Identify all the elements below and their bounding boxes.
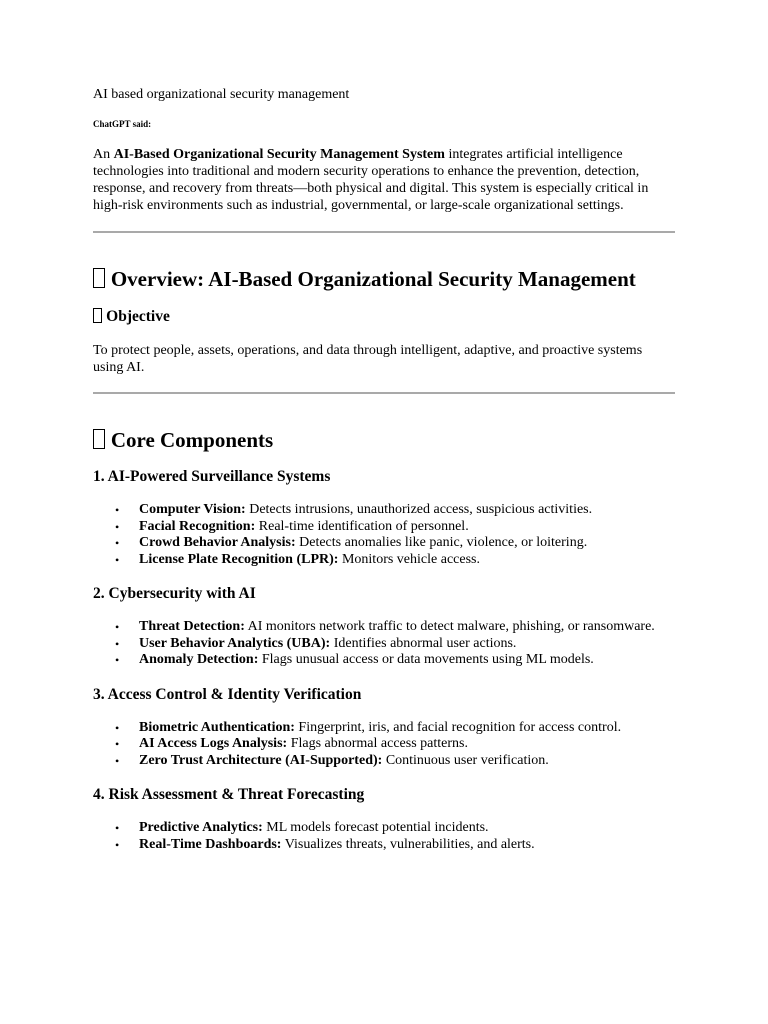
item-desc: Detects intrusions, unauthorized access, suspicious activities. [245,502,593,517]
list-item [93,502,675,519]
bullet-icon: • [115,536,120,550]
bullet-icon: • [115,503,120,517]
list-item [93,820,675,837]
item-desc: AI monitors network traffic to detect malware, phishing, or ransomware. [244,619,655,634]
list-item [93,652,675,669]
objective-heading-text: Objective [106,308,170,325]
list-item [93,837,675,854]
item-term: Real-Time Dashboards: [139,836,282,852]
item-term: AI Access Logs Analysis: [139,736,288,751]
divider [93,231,675,233]
list-item [93,535,675,552]
item-desc: Fingerprint, iris, and facial recognition for access control. [294,719,622,735]
chatgpt-said-label: ChatGPT said: [93,119,152,129]
bullet-icon: • [115,636,120,651]
item-term: User Behavior Analytics (UBA): [139,635,331,651]
intro-prefix: An [93,147,114,162]
list-item [93,552,675,569]
list-item [93,720,675,737]
item-desc: Identifies abnormal user actions. [330,635,517,651]
divider [93,392,675,394]
bullet-icon: • [115,737,120,751]
document-title: AI based organizational security management [93,87,350,102]
bullet-list [93,502,675,568]
bullet-icon: • [115,821,120,835]
list-item [93,619,675,636]
section-heading: 1. AI-Powered Surveillance Systems [93,468,331,485]
item-term: Computer Vision: [139,502,246,517]
item-term: Biometric Authentication: [139,719,295,735]
item-desc: Visualizes threats, vulnerabilities, and alerts. [281,836,535,852]
item-desc: Continuous user verification. [382,752,549,768]
item-term: License Plate Recognition (LPR): [139,551,339,567]
core-components-heading [93,427,675,453]
bullet-icon: • [115,519,120,534]
item-desc: Detects anomalies like panic, violence, or loitering. [295,535,588,550]
bullet-icon: • [115,620,120,634]
overview-heading [93,266,675,292]
missing-glyph-icon [93,429,105,449]
item-desc: ML models forecast potential incidents. [262,820,489,835]
intro-rest: integrates artificial intelligence technologies into traditional and modern security operations to enhance the prevention, detection, response, and recovery from threats—both physical and digital. This system is especially critical in high-risk environments such as industrial, governmental, or large-scale organizational settings. [93,147,649,213]
bullet-list [93,619,675,669]
item-term: Predictive Analytics: [139,820,263,835]
bullet-icon: • [115,653,120,667]
bullet-list [93,820,675,853]
bullet-icon: • [115,720,120,735]
objective-heading [93,307,675,327]
bullet-icon: • [115,837,120,852]
bullet-list [93,720,675,770]
list-item [93,519,675,536]
item-term: Anomaly Detection: [139,652,259,667]
bullet-icon: • [115,753,120,768]
core-components-heading-text: Core Components [110,428,274,452]
item-desc: Flags abnormal access patterns. [287,736,468,751]
item-desc: Real-time identification of personnel. [255,518,469,534]
missing-glyph-icon [93,308,102,323]
overview-heading-text: Overview: AI-Based Organizational Security Management [110,267,636,291]
section-heading: 2. Cybersecurity with AI [93,585,256,602]
item-desc: Monitors vehicle access. [338,551,480,567]
intro-bold-term: AI-Based Organizational Security Management System [113,147,445,162]
section-heading: 3. Access Control & Identity Verification [93,685,362,703]
item-term: Crowd Behavior Analysis: [139,535,296,550]
list-item [93,736,675,753]
document-page [93,86,675,853]
item-term: Zero Trust Architecture (AI-Supported): [139,752,383,768]
missing-glyph-icon [93,268,105,288]
list-item [93,753,675,770]
bullet-icon: • [115,552,120,567]
objective-text: To protect people, assets, operations, and data through intelligent, adaptive, and proactive systems using AI. [93,343,643,375]
intro-paragraph [93,146,675,214]
list-item [93,636,675,653]
item-term: Threat Detection: [139,619,245,634]
item-desc: Flags unusual access or data movements using ML models. [258,652,594,667]
section-heading: 4. Risk Assessment & Threat Forecasting [93,786,365,803]
item-term: Facial Recognition: [139,518,256,534]
